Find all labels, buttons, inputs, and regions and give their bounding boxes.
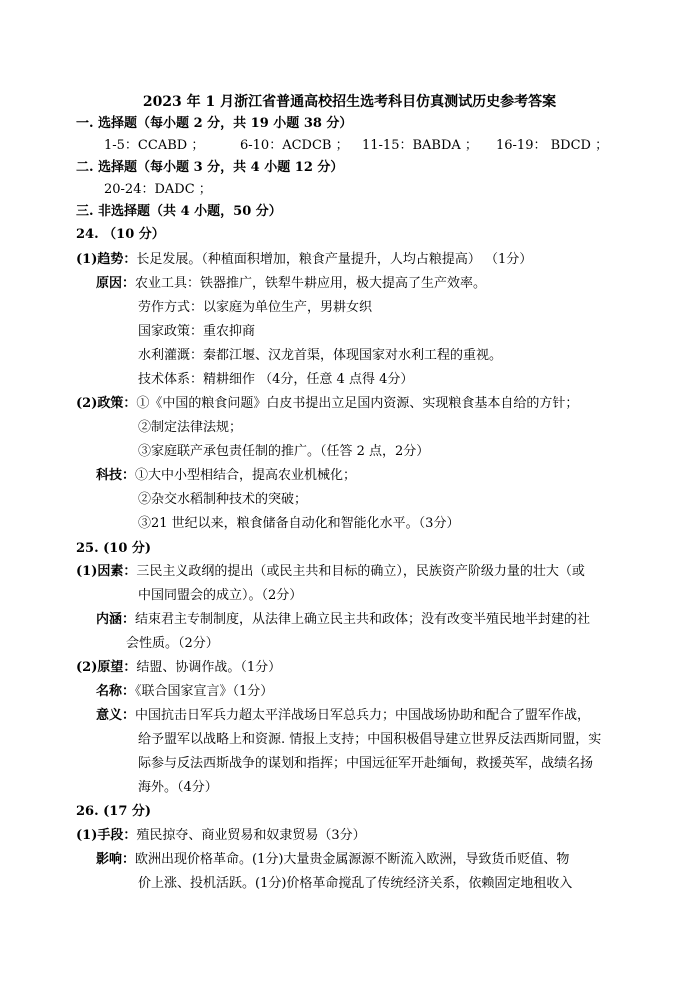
section-3-heading: 三. 非选择题（共 4 小题，50 分） <box>76 204 282 219</box>
q24-reason-2: 劳作方式：以家庭为单位生产，男耕女织 <box>138 300 373 315</box>
q24-tech-3: ③21 世纪以来，粮食储备自动化和智能化水平。（3分） <box>138 516 460 531</box>
q25-content-label: 内涵： <box>96 612 136 627</box>
q26-means-label: (1)手段： <box>76 828 137 843</box>
q25-significance <box>96 707 590 725</box>
q24-reason-1: 农业工具：铁器推广，铁犁牛耕应用，极大提高了生产效率。 <box>135 276 487 291</box>
page-title: 2023 年 1 月浙江省普通高校招生选考科目仿真测试历史参考答案 <box>142 94 557 110</box>
q24-tech-1: ①大中小型相结合，提高农业机械化； <box>135 468 357 483</box>
q24-reason-5: 技术体系：精耕细作 （4分，任意 4 点得 4分） <box>138 372 414 387</box>
q25-name-text: 《联合国家宣言》（1分） <box>135 684 274 699</box>
section-1-heading: 一. 选择题（每小题 2 分，共 19 小题 38 分） <box>76 116 353 131</box>
q24-reason-4: 水利灌溉：秦都江堰、汉龙首渠，体现国家对水利工程的重视。 <box>138 348 503 363</box>
q24-policy-label: (2)政策： <box>76 396 137 411</box>
q26-impact <box>96 851 569 869</box>
q25-heading: 25. (10 分) <box>76 541 152 556</box>
q25-significance-line-1: 中国抗击日军兵力超太平洋战场日军总兵力；中国战场协助和配合了盟军作战， <box>135 708 591 723</box>
q25-factor-line-2: 中国同盟会的成立）。（2分） <box>138 588 303 603</box>
answer-group-11-15: 11-15：BABDA ； <box>362 138 478 153</box>
q24-trend-text: 长足发展。（种植面积增加，粮食产量提升，人均占粮提高） （1分） <box>136 252 533 267</box>
q25-wish-text: 结盟、协调作战。（1分） <box>136 660 282 675</box>
answer-group-6-10: 6-10：ACDCB ； <box>240 138 349 153</box>
q25-content-line-1: 结束君主专制制度，从法律上确立民主共和政体；没有改变半殖民地半封建的社 <box>135 612 591 627</box>
section-1-answers <box>104 137 608 155</box>
q24-part1 <box>76 251 532 269</box>
q26-impact-line-1: 欧洲出现价格革命。(1分)大量贵金属源源不断流入欧洲，导致货币贬值、物 <box>135 852 570 867</box>
q25-factor-label: (1)因素： <box>76 564 137 579</box>
q24-part2 <box>76 395 578 413</box>
q24-reason-3: 国家政策：重农抑商 <box>138 324 256 339</box>
q26-heading: 26. (17 分) <box>76 804 152 819</box>
q25-part1 <box>76 563 585 581</box>
q24-reason <box>96 275 486 293</box>
q24-trend-label: (1)趋势： <box>76 252 137 267</box>
q25-factor-line-1: 三民主义政纲的提出（或民主共和目标的确立），民族资产阶级力量的壮大（或 <box>136 564 585 579</box>
q26-part1 <box>76 827 366 845</box>
q25-significance-line-2: 给予盟军以战略上和资源. 情报上支持；中国积极倡导建立世界反法西斯同盟，实 <box>138 732 602 747</box>
answer-group-1-5: 1-5：CCABD ； <box>104 138 205 153</box>
q25-wish-label: (2)原望： <box>76 660 137 675</box>
section-2-answers: 20-24：DADC ； <box>104 182 212 197</box>
q24-tech-label: 科技： <box>96 468 136 483</box>
q25-significance-line-4: 海外。（4分） <box>138 780 218 795</box>
answer-group-16-19: 16-19： BDCD ； <box>496 138 609 153</box>
q25-name <box>96 683 273 701</box>
q25-part2 <box>76 659 281 677</box>
q26-impact-label: 影响： <box>96 852 136 867</box>
q24-policy-1: ①《中国的粮食问题》白皮书提出立足国内资源、实现粮食基本自给的方针； <box>136 396 579 411</box>
q24-policy-2: ②制定法律法规； <box>138 420 243 435</box>
q26-means-text: 殖民掠夺、商业贸易和奴隶贸易（3分） <box>136 828 366 843</box>
q25-name-label: 名称： <box>96 684 136 699</box>
section-2-heading: 二. 选择题（每小题 3 分，共 4 小题 12 分） <box>76 160 344 175</box>
q25-significance-label: 意义： <box>96 708 136 723</box>
q26-impact-line-2: 价上涨、投机活跃。(1分)价格革命搅乱了传统经济关系，依赖固定地租收入 <box>138 876 573 891</box>
q25-content-line-2: 会性质。（2分） <box>126 636 219 651</box>
q24-heading: 24. （10 分） <box>76 227 165 242</box>
q24-policy-3: ③家庭联产承包责任制的推广。（任答 2 点，2分） <box>138 444 430 459</box>
q24-tech-2: ②杂交水稻制种技术的突破； <box>138 492 308 507</box>
q24-tech <box>96 467 356 485</box>
q25-content <box>96 611 590 629</box>
q24-reason-label: 原因： <box>96 276 136 291</box>
q25-significance-line-3: 际参与反法西斯战争的谋划和指挥；中国远征军开赴缅甸，救援英军，战绩名扬 <box>138 756 594 771</box>
